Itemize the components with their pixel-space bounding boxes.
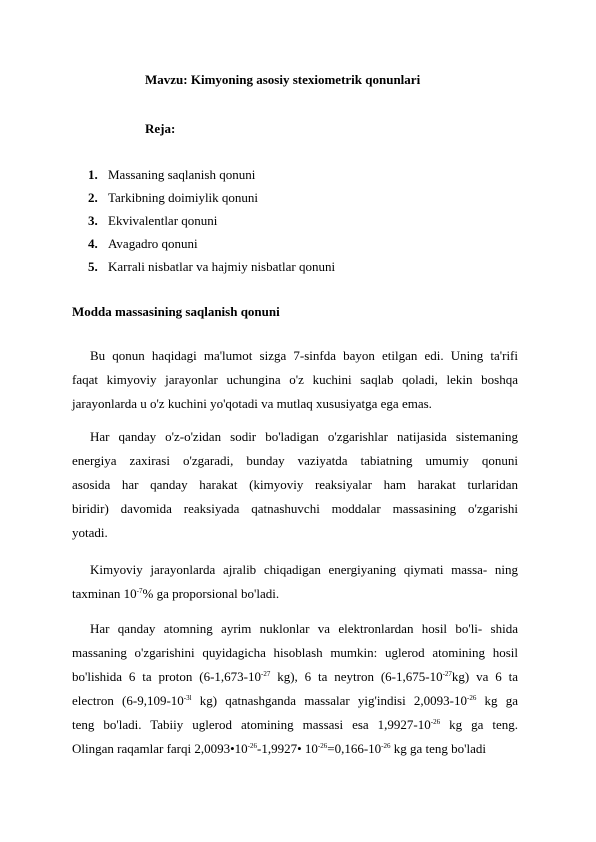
paragraph-4: [72, 617, 518, 761]
text-line: electron ($6-9,109-10^{-3l}$ kg) qatnashganda massalar yig'indisi $2,0093-10^{-26}$ kg ga: [72, 693, 518, 708]
text-line: taxminan $10^{-7}\%$ ga proporsional bo'ladi.: [72, 586, 280, 601]
paragraph-1: [72, 344, 518, 416]
text-line: asosida har qanday harakat (kimyoviy reaksiyalar ham harakat turlaridan: [72, 477, 518, 492]
plan-item: [88, 163, 335, 186]
text-line: energiya zaxirasi o'zgaradi, bunday vaziyatda tabiatning umumiy qonuni: [72, 453, 518, 468]
text-line: Kimyoviy jarayonlarda ajralib chiqadigan energiyaning qiymati massa- ning: [90, 562, 518, 577]
text-line: teng bo'ladi. Tabiiy uglerod atomining massasi esa $1,9927-10^{-26}$ kg ga teng.: [72, 717, 518, 732]
plan-item: [88, 255, 335, 278]
text-line: massaning o'zgarishini quyidagicha hisoblash mumkin: uglerod atomining hosil: [72, 645, 518, 660]
page-title: Mavzu: Kimyoning asosiy stexiometrik qonunlari: [145, 72, 421, 87]
plan-item-number: 3.: [88, 213, 98, 228]
plan-item-text: Ekvivalentlar qonuni: [108, 213, 218, 228]
paragraph-2: [72, 425, 518, 545]
text-line: Har qanday atomning ayrim nuklonlar va elektronlardan hosil bo'li- shida: [90, 621, 518, 636]
text-line: biridir) davomida reaksiyada qatnashuvchi moddalar massasining o'zgarishi: [72, 501, 518, 516]
plan-item-text: Avagadro qonuni: [108, 236, 198, 251]
plan-heading: Reja:: [145, 121, 176, 136]
plan-item-number: 4.: [88, 236, 98, 251]
plan-list: [88, 163, 335, 278]
plan-item-number: 1.: [88, 167, 98, 182]
text-line: bo'lishida 6 ta proton ($6-1,673-10^{-27}$ kg), 6 ta neytron $(6-1,675-10^{-27}kg)$ va 6 ta: [72, 669, 518, 684]
text-line: yotadi.: [72, 525, 108, 540]
section-heading: Modda massasining saqlanish qonuni: [72, 304, 280, 319]
text-line: Har qanday o'z-o'zidan sodir bo'ladigan o'zgarishlar natijasida sistemaning: [90, 429, 518, 444]
plan-item: [88, 232, 335, 255]
text-line: faqat kimyoviy jarayonlar uchungina o'z kuchini saqlab qoladi, lekin boshqa: [72, 372, 518, 387]
text-line: Olingan raqamlar farqi $2,0093•10^{-26}-1,9927•$ $10^{-26}=0,166-10^{-26}$ kg ga teng bo'ladi: [72, 741, 487, 756]
text-line: Bu qonun haqidagi ma'lumot sizga 7-sinfda bayon etilgan edi. Uning ta'rifi: [90, 348, 518, 363]
plan-item-text: Tarkibning doimiylik qonuni: [108, 190, 259, 205]
plan-item: [88, 209, 335, 232]
plan-item: [88, 186, 335, 209]
plan-item-number: 2.: [88, 190, 98, 205]
plan-item-text: Karrali nisbatlar va hajmiy nisbatlar qonuni: [108, 259, 336, 274]
text-line: jarayonlarda u o'z kuchini yo'qotadi va mutlaq xususiyatga ega emas.: [72, 396, 432, 411]
plan-item-number: 5.: [88, 259, 98, 274]
paragraph-3: [72, 558, 518, 606]
plan-item-text: Massaning saqlanish qonuni: [108, 167, 256, 182]
